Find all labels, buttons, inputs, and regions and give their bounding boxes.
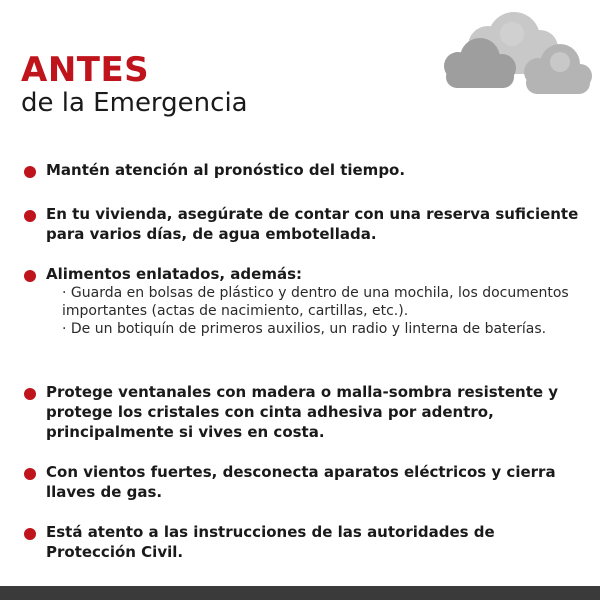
bullet-icon xyxy=(24,210,36,222)
list-item xyxy=(20,382,580,442)
tip-text: Está atento a las instrucciones de las autoridades de Protección Civil. xyxy=(46,523,495,561)
bullet-icon xyxy=(24,270,36,282)
title-block xyxy=(21,52,248,120)
tip-text: En tu vivienda, asegúrate de contar con una reserva suficiente para varios días, de agua embotellada. xyxy=(46,205,579,243)
sub-list-item: · De un botiquín de primeros auxilios, un radio y linterna de baterías. xyxy=(62,321,547,337)
page-title: ANTES xyxy=(21,50,150,90)
sub-list xyxy=(62,284,580,338)
list-item xyxy=(20,462,580,502)
sub-list-item: · Guarda en bolsas de plástico y dentro de una mochila, los documentos importantes (actas de nacimiento, cartillas, etc.). xyxy=(62,285,569,319)
list-item xyxy=(20,522,580,562)
tip-text: Alimentos enlatados, además: xyxy=(46,265,303,283)
bullet-icon xyxy=(24,388,36,400)
list-item xyxy=(20,204,580,244)
tip-text: Protege ventanales con madera o malla-sombra resistente y protege los cristales con cinta adhesiva por adentro, principalmente si vives en costa. xyxy=(46,383,559,441)
list-item xyxy=(20,264,580,338)
cloud-icon xyxy=(440,10,592,102)
tip-text: Mantén atención al pronóstico del tiempo. xyxy=(46,161,406,179)
tip-text: Con vientos fuertes, desconecta aparatos eléctricos y cierra llaves de gas. xyxy=(46,463,556,501)
bullet-icon xyxy=(24,528,36,540)
bullet-icon xyxy=(24,468,36,480)
footer-bar xyxy=(0,586,600,600)
list-item xyxy=(20,160,580,180)
bullet-icon xyxy=(24,166,36,178)
page-subtitle: de la Emergencia xyxy=(21,88,248,118)
